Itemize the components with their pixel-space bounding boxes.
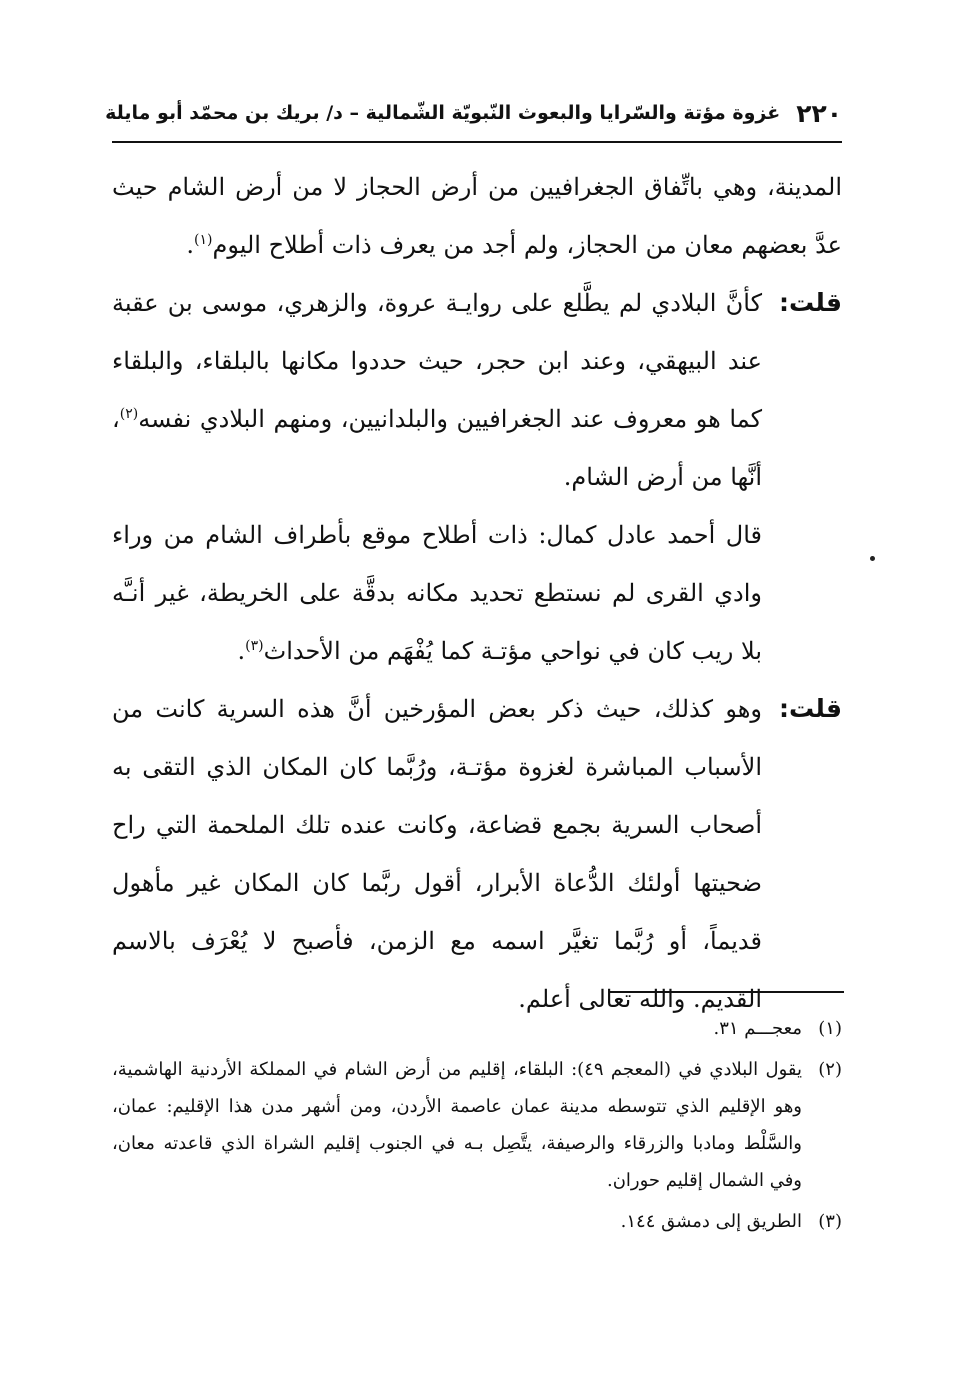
header-divider <box>112 141 842 143</box>
stray-dot-mark <box>870 556 875 561</box>
paragraph-1-end: . <box>186 231 194 259</box>
footnote-number: (١) <box>818 1018 842 1039</box>
running-title: غزوة مؤتة والسّرايا والبعوث النّبويّة الشّمالية – د/ بريك بن محمّد أبو مايلة <box>105 102 781 124</box>
qult-label: قلت: <box>778 288 842 317</box>
main-text <box>112 158 842 1028</box>
paragraph-2-text: كأنَّ البلادي لم يطَّلع على روايـة عروة، والزهري، موسى بن عقبة عند البيهقي، وعند ابن حجر، حيث حددوا مكانها بالبلقاء، والبلقاء كما هو معروف عند الجغرافيين والبلدانيين، ومنهم البلادي نفسه <box>112 289 762 433</box>
footnote-ref-1: (١) <box>193 232 213 248</box>
footnote-2 <box>112 1051 842 1199</box>
footnote-number: (٢) <box>818 1059 842 1080</box>
footnote-text: يقول البلادي في (المعجم ٤٩): البلقاء، إقليم من أرض الشام في المملكة الأردنية الهاشمية، وهو الإقليم الذي تتوسطه مدينة عمان عاصمة الأردن، ومن أشهر مدن هذا الإقليم: عمان، والسَّلْط ومادبا والزرقاء والرصيفة، يتَّصِل بـه في الجنوب إقليم الشراة الذي قاعدته معان، وفي الشمال إقليم حوران. <box>112 1059 803 1191</box>
paragraph-3-text: قال أحمد عادل كمال: ذات أطلاح موقع بأطراف الشام من وراء وادي القرى لم نستطع تحديد مكانه بدقَّة على الخريطة، غير أنـَّه بلا ريب كان في نواحي مؤتـة كما يُفْهَم من الأحداث <box>112 521 762 665</box>
footnotes <box>112 1010 842 1244</box>
paragraph-2 <box>112 274 842 506</box>
page-number: ٢٢٠ <box>796 98 842 128</box>
footnote-number: (٣) <box>818 1211 842 1232</box>
footnote-ref-3: (٣) <box>245 638 264 654</box>
qult-label: قلت: <box>778 694 842 723</box>
paragraph-3 <box>112 506 842 680</box>
paragraph-3-end: . <box>237 637 246 665</box>
footnote-divider <box>610 991 844 993</box>
footnote-1 <box>112 1010 842 1047</box>
paragraph-2-end: ، أنَّها من أرض الشام. <box>112 405 762 491</box>
paragraph-4-text: وهو كذلك، حيث ذكر بعض المؤرخين أنَّ هذه السرية كانت من الأسباب المباشرة لغزوة مؤتـة، ورُبَّما كان المكان الذي التقى به أصحاب السرية بجمع قضاعة، وكانت عنده تلك الملحمة التي راح ضحيتها أولئك الدُّعاة الأبرار، أقول ربَّما كان المكان غير مأهول قديماً، أو رُبَّما تغيَّر اسمه مع الزمن، فأصبح لا يُعْرَف بالاسم القديم. والله تعالى أعلم. <box>112 695 762 1013</box>
paragraph-1-text: المدينة، وهي باتِّفاق الجغرافيين من أرض الحجاز لا من أرض الشام حيث عدَّ بعضهم معان من الحجاز، ولم أجد من يعرف ذات أطلاح اليوم <box>112 173 842 259</box>
running-header <box>105 94 842 132</box>
paragraph-4 <box>112 680 842 1028</box>
footnote-3 <box>112 1203 842 1240</box>
footnote-ref-2: (٢) <box>119 406 139 422</box>
paragraph-1 <box>112 158 842 274</box>
footnote-text: معجـــم ٣١. <box>713 1018 802 1039</box>
footnote-text: الطريق إلى دمشق ١٤٤. <box>620 1211 802 1232</box>
